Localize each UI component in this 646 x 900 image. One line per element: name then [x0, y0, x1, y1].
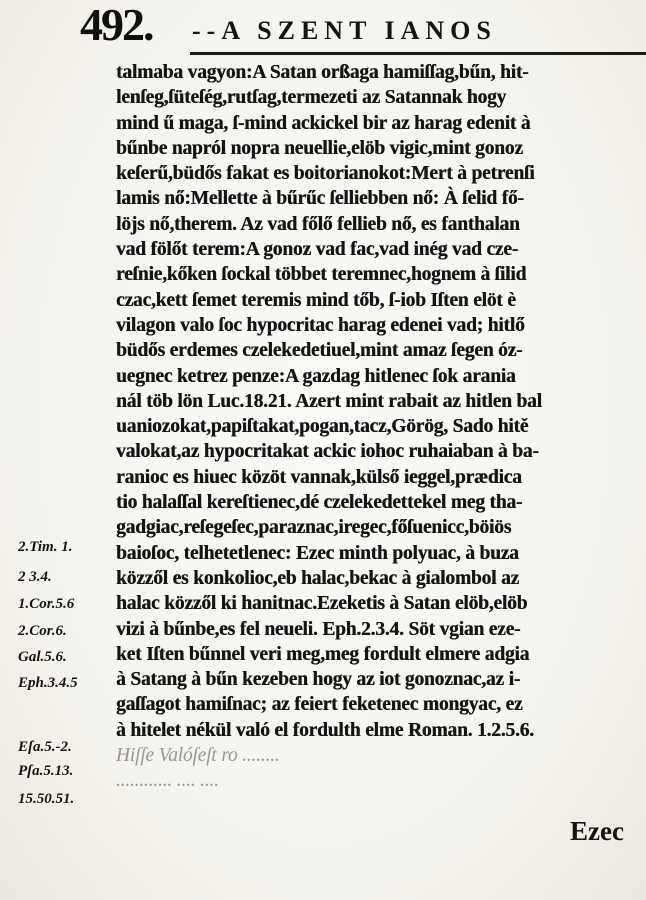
text-line: közzől es konkolioc,eb halac,bekac à gialombol az — [116, 567, 519, 589]
text-line: nál töb lön Luc.18.21. Azert mint rabait az hitlen bal — [116, 390, 542, 412]
text-line: czac,kett ſemet teremis mind tőb, ſ-iob Iſten elöt è — [116, 289, 516, 311]
margin-note: 2.Cor.6. — [18, 623, 67, 639]
text-line: büdős erdemes czelekedetiuel,mint amaz ſegen óz- — [116, 340, 523, 362]
text-line: bűnbe napról nopra neuellie,elöb vigic,mint gonoz — [116, 137, 523, 159]
margin-note: 2.Tim. 1. — [18, 539, 73, 555]
text-line: gadgiac,reſegeſec,paraznac,iregec,főſuenicc,böiös — [116, 517, 512, 539]
text-line: gaſſagot hamiſnac; az feiert feketenec mongyac, ez — [116, 694, 523, 716]
text-line: ranioc es hiuec közöt vannak,külső ieggel,prædica — [116, 466, 522, 488]
catchword: Ezec — [570, 816, 624, 846]
text-line: vizi à bűnbe,es fel neueli. Eph.2.3.4. Söt vgian eze- — [116, 618, 521, 640]
text-line: keſerű,büdős fakat es boitorianokot:Mert à petrenſi — [116, 163, 535, 185]
bleed-through-line: ............ .... .... — [116, 770, 219, 792]
margin-note: Eſa.5.-2. — [18, 739, 72, 755]
margin-note: Pſa.5.13. — [18, 763, 74, 779]
text-line: tio halaſſal kereſtienec,dé czelekedettekel meg tha- — [116, 492, 523, 514]
text-line: à hitelet nékül való el fordulth elme Roman. 1.2.5.6. — [116, 719, 534, 741]
text-line: halac közzől ki hanitnac.Ezeketis à Satan elöb,elöb — [116, 593, 528, 615]
margin-note: 1.Cor.5.6 — [18, 596, 75, 612]
margin-note: Gal.5.6. — [18, 649, 67, 665]
margin-note: 15.50.51. — [18, 791, 75, 807]
body-text — [116, 60, 636, 794]
text-line: ket Iſten bűnnel veri meg,meg fordult elmere adgia — [116, 643, 530, 665]
page-header — [80, 2, 640, 62]
text-line: vad fölőt terem:A gonoz vad fac,vad inég vad cze- — [116, 239, 518, 261]
margin-note: 2 3.4. — [18, 569, 52, 585]
text-line: valokat,az hypocritakat ackic iohoc ruhaiaban à ba- — [116, 441, 539, 463]
bleed-through-line: Hiſſe Valóſeſt ro ........ — [116, 745, 280, 767]
text-line: baioſoc, telhetetlenec: Ezec minth polyuac, à buza — [116, 542, 519, 564]
page-number: 492. — [80, 0, 153, 50]
text-line: uaniozokat,papiſtakat,pogan,tacz,Görög, Sado hitě — [116, 416, 529, 438]
text-line: uegnec ketrez penze:A gazdag hitlenec ſok arania — [116, 365, 516, 387]
header-rule — [190, 52, 646, 55]
text-line: löjs nő,therem. Az vad főlő fellieb nő, es fanthalan — [116, 213, 520, 235]
margin-note: Eph.3.4.5 — [18, 675, 78, 691]
text-line: à Satang à bűn kezeben hogy az iot gonoznac,az i- — [116, 669, 521, 691]
running-head: --A SZENT IANOS — [192, 16, 497, 45]
text-line: talmaba vagyon:A Satan orßaga hamiſſag,bűn, hit- — [116, 62, 529, 83]
text-line: vilagon valo ſoc hypocritac harag edenei vad; hitlő — [116, 314, 525, 336]
text-line: lenſeg,ſüteſég,rutſag,termezeti az Satannak hogy — [116, 87, 507, 109]
text-line: mind ű maga, ſ-mind ackickel bir az harag edenit à — [116, 112, 531, 134]
text-line: reſnie,kőken ſockal többet teremnec,hognem à ſilid — [116, 264, 527, 286]
text-line: lamis nő:Mellette à bűrűc ſelliebben nő: À ſelid fő- — [116, 188, 524, 210]
